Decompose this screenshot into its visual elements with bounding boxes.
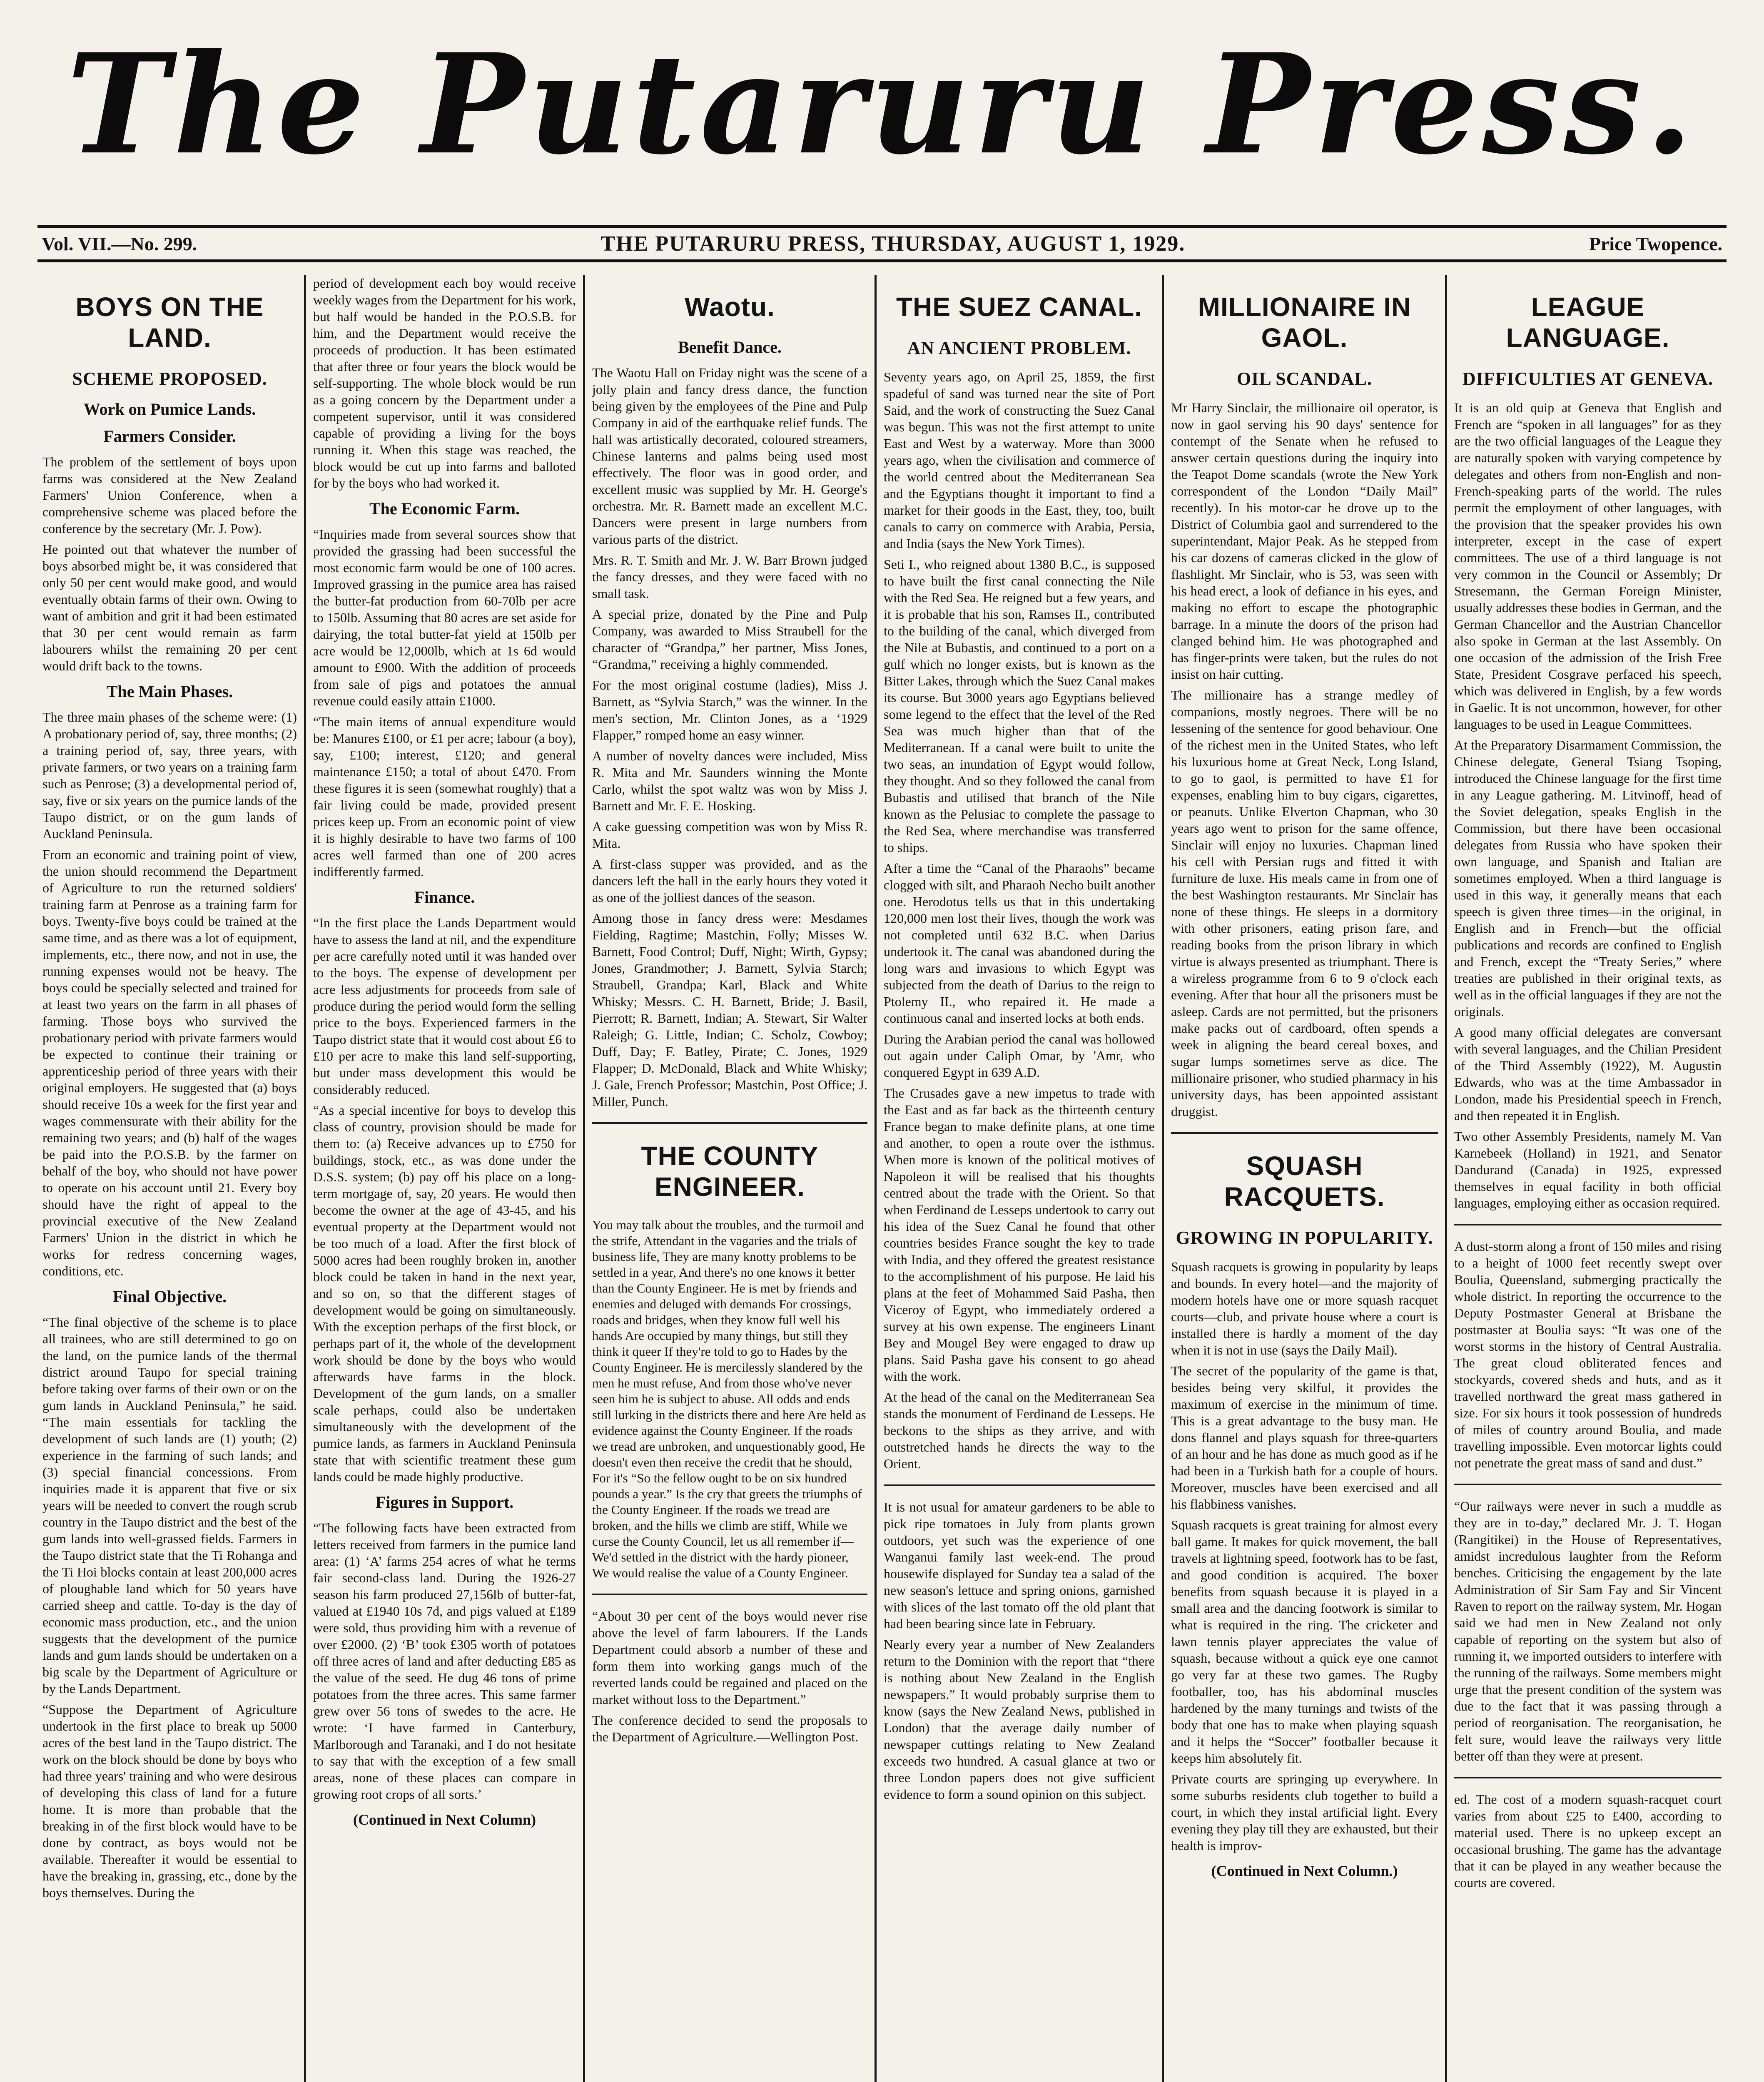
headline-suez-canal: THE SUEZ CANAL. xyxy=(896,292,1142,322)
paragraph: He pointed out that whatever the number of boys absorbed might be, it was considered that only 50 per cent would make good, and would eventually obtain farms of their own. Owing to want of ambition and grit it had been estimated that 30 per cent would remain as farm labourers whilst the remaining 20 per cent would drift back to the towns. xyxy=(42,542,297,673)
divider xyxy=(1454,1777,1722,1778)
paragraph: It is an old quip at Geneva that English and French are “spoken in all languages” for as they are the two official languages of the League they are naturally spoken with varying competence by delegates and others from non-English and non-French-speaking parts of the world. The rules permit the employment of other languages, with the provision that the speaker provides his own interpreter, except in the case of expert committees. The use of a third language is not very common in the Council or Assembly; Dr Stresemann, the German Foreign Minister, usually addresses these bodies in German, and the German Chancellor and the Austrian Chancellor also spoke in German at the last Assembly. On one occasion of the admission of the Irish Free State, President Cosgrave perfaced his speech, which was delivered in English, by a few words in Gaelic. It is not uncommon, however, for other languages to be used in League Committees. xyxy=(1454,400,1722,732)
paragraph: Nearly every year a number of New Zealanders return to the Dominion with the report that “there is nothing about New Zealand in the English newspapers.” It would probably surprise them to know (says the New Zealand News, published in London) that the average daily number of newspaper cuttings relating to New Zealand exceeds two hundred. A casual glance at two or three London papers does not give sufficient evidence to form a sound opinion on this subject. xyxy=(884,1637,1155,1802)
volume-number: Vol. VII.—No. 299. xyxy=(42,233,197,254)
headline-league-language: LEAGUE LANGUAGE. xyxy=(1506,292,1670,353)
section-heading: Figures in Support. xyxy=(375,1493,514,1512)
paragraph: A first-class supper was provided, and as the dancers left the hall in the early hours they voted it as one of the jolliest dances of the season. xyxy=(592,857,867,905)
paragraph: “Suppose the Department of Agriculture undertook in the first place to break up 5000 acres of the best land in the Taupo district. The work on the block should be done by boys who had three years' training and who were desirous of developing this class of land for a future home. It is more than probable that the breaking in of the first block would have to be done by contract, as boys would not be available. Thereafter it would be essential to have the breaking in, grassing, etc., done by the boys themselves. During the xyxy=(42,1702,297,1900)
subheading: SCHEME PROPOSED. xyxy=(72,369,267,389)
masthead-title: The Putaruru Press. xyxy=(67,23,1697,185)
paragraph: Two other Assembly Presidents, namely M. Van Karnebeek (Holland) in 1921, and Senator Dandurand (Canada) in 1925, expressed themselves in equal facility in both official languages, employing either as occasion required. xyxy=(1454,1129,1722,1210)
paragraph: “The final objective of the scheme is to place all trainees, who are still determined to go on the land, on the pumice lands of the thermal district around Taupo for special training before taking over farms of their own or on the gum lands in Auckland Peninsula,” he said. “The main essentials for tackling the development of such lands are (1) youth; (2) experience in the farming of such lands; and (3) special financial concessions. From inquiries made it is apparent that five or six years will be needed to convert the rough scrub country in the Taupo district and the best of the gum lands into well-grassed fields. Farmers in the Taupo district state that the Ti Rohanga and the Ti Hoi blocks contain at least 200,000 acres of ploughable land which for 50 years have carried sheep and cattle. To-day is the day of economic mass production, etc., and the union suggests that the development of the pumice lands and gum lands should be undertaken on a big scale by the Department of Agriculture or by the Lands Department. xyxy=(42,1315,297,1696)
column-rule xyxy=(583,275,585,2082)
subheading: OIL SCANDAL. xyxy=(1237,369,1372,389)
dateline xyxy=(37,225,1727,262)
headline-county-engineer: THE COUNTY ENGINEER. xyxy=(641,1141,819,1202)
paragraph: It is not usual for amateur gardeners to be able to pick ripe tomatoes in July from plants grown outdoors, yet such was the experience of one Wanganui family last week-end. The proud housewife displayed for Sunday tea a salad of the new season's lettuce and spring onions, garnished with slices of the last tomato off the old plant that had been bearing since late in February. xyxy=(884,1499,1155,1631)
paragraph: The conference decided to send the proposals to the Department of Agriculture.—Wellington Post. xyxy=(592,1713,867,1744)
paragraph: “Our railways were never in such a muddle as they are in to-day,” declared Mr. J. T. Hogan (Rangitikei) in the House of Representatives, amidst incredulous laughter from the Reform benches. Criticising the engagement by the late Administration of Sir Sam Fay and Sir Vincent Raven to report on the railway system, Mr. Hogan said we had men in New Zealand not only capable of reporting on the system but also of running it, we imported outsiders to interfere with the running of the railways. Some members might urge that the present condition of the system was due to the fact that it was passing through a period of reorganisation. The reorganisation, he felt sure, would leave the railways very little better off than they were at present. xyxy=(1454,1499,1722,1763)
paragraph: A special prize, donated by the Pine and Pulp Company, was awarded to Miss Straubell for the character of “Grandpa,” her partner, Miss Jones, “Grandma,” receiving a highly commended. xyxy=(592,607,867,672)
paragraph: Mrs. R. T. Smith and Mr. J. W. Barr Brown judged the fancy dresses, and they were faced with no small task. xyxy=(592,553,867,601)
paragraph: The millionaire has a strange medley of companions, mostly negroes. There will be no lessening of the sentence for good behaviour. One of the richest men in the United States, who left his luxurious home at Great Neck, Long Island, to go to gaol, is permitted to have £1 for expenses, enabling him to buy cigars, cigarettes, or peanuts. Unlike Elverton Chapman, who 30 years ago went to prison for the same offence, Sinclair will enjoy no luxuries. Chapman lined his cell with Persian rugs and fitted it with furniture de luxe. His meals came in from one of the best Washington restaurants. Mr Sinclair has none of these things. He sleeps in a dormitory with other prisoners, eating prison fare, and reading books from the prison library in which virtue is always presented as triumphant. There is a wireless programme from 6 to 9 o'clock each evening. After that hour all the prisoners must be asleep. Cards are not permitted, but the prisoners make packs out of cardboard, often spends a week in aligning the beard cereal boxes, and sugar lumps sometimes serve as dice. The millionaire prisoner, who studied pharmacy in his university days, has been appointed assistant druggist. xyxy=(1171,687,1438,1119)
poem: You may talk about the troubles, and the turmoil and the strife, Attendant in the vagaries and the trials of business life, They are many knotty problems to be settled in a year, And there's no one knows it better than the County Engineer. He is met by friends and enemies and deluged with demands For crossings, roads and bridges, when they know full well his hands Are occupied by many things, but still they think it queer If they're told to go to Hades by the County Engineer. He is mercilessly slandered by the men he must refuse, And from those who've never seen him he is subject to abuse. All odds and ends still lurking in the districts there and here Are held as evidence against the County Engineer. If the roads we tread are unbroken, and unquestionably good, He doesn't even then receive the credit that he should, For it's “So the fellow ought to be on six hundred pounds a year.” Is the cry that greets the triumphs of the County Engineer. If the roads we tread are broken, and the hills we climb are stiff, While we curse the County Council, let us all remember if— We'd settled in the district with the hardy pioneer, We would realise the value of a County Engineer. xyxy=(592,1218,866,1580)
headline-squash-racquets: SQUASH RACQUETS. xyxy=(1224,1151,1385,1212)
paragraph: The three main phases of the scheme were: (1) A probationary period of, say, three months; (2) a training period of, say, three years, with private farmers, or two years on a training farm such as Penrose; (3) a developmental period of, say, five or six years on the pumice lands of the Taupo district, or on the gum lands of Auckland Peninsula. xyxy=(42,710,297,841)
divider xyxy=(592,1122,867,1124)
paragraph: Among those in fancy dress were: Mesdames Fielding, Ragtime; Mastchin, Folly; Misses W. Barnett, Food Control; Duff, Night; Wirth, Gypsy; Jones, Grandmother; J. Barnett, Sylvia Starch; Straubell, Grandpa; Karl, Black and White Whisky; Messrs. C. H. Barnett, Bride; J. Basil, Pierrott; R. Barnett, Indian; A. Stewart, Sir Walter Raleigh; G. Little, Indian; C. Scholz, Cowboy; Duff, Day; F. Batley, Pirate; C. Jones, 1929 Flapper; D. McDonald, Black and White Whisky; J. Gale, French Professor; Mastchin, Post Office; J. Miller, Punch. xyxy=(592,911,867,1109)
subheading: DIFFICULTIES AT GENEVA. xyxy=(1462,369,1714,389)
paragraph: The problem of the settlement of boys upon farms was considered at the New Zealand Farmers' Union Conference, when a comprehensive scheme was placed before the conference by the secretary (Mr. J. Pow). xyxy=(42,454,297,536)
column-4 xyxy=(879,275,1160,2082)
headline-waotu: Waotu. xyxy=(685,292,775,322)
section-heading: Final Objective. xyxy=(112,1287,227,1306)
paragraph: Seventy years ago, on April 25, 1859, the first spadeful of sand was turned near the site of Port Said, and the work of constructing the Suez Canal was begun. This was not the first attempt to unite East and West by a waterway. More than 3000 years ago, when the civilisation and commerce of the world centred about the Mediterranean Sea and the Egyptians thought it important to find a market for their goods in the East, they, too, built canals to carry on commerce with Arabia, Persia, and India (says the New York Times). xyxy=(884,369,1155,551)
paragraph: Seti I., who reigned about 1380 B.C., is supposed to have built the first canal connecting the Nile with the Red Sea. He reigned but a few years, and it is probable that his son, Ramses II., contributed to the building of the canal, which diverged from the Nile at Bubastis, and continued to a port on a gulf which no longer exists, but is known as the Bitter Lakes, through which the Suez Canal makes its course. But 3000 years ago Egyptians believed some legend to the effect that the level of the Red Sea was much higher than that of the Mediterranean. If a canal were built to unite the two seas, an inundation of Egypt would follow, they thought. And so they followed the canal from Bubastis and utilised that branch of the Nile known as the Pelusiac to complete the passage to the Red Sea, where merchandise was transferred to ships. xyxy=(884,557,1155,855)
paragraph: Squash racquets is great training for almost every ball game. It makes for quick movement, the ball travels at lightning speed, footwork has to be fast, and good condition is acquired. The boxer benefits from squash because it is played in a small area and the dancing footwork is similar to what is required in the ring. The cricketer and lawn tennis player appreciates the value of squash, because without a quick eye one cannot go very far at these two games. The Rugby footballer, too, has his abdominal muscles hardened by the many turnings and twists of the body that one has to make when playing squash and it helps the “Soccer” footballer because it keeps him absolutely fit. xyxy=(1171,1517,1438,1766)
subheading: Farmers Consider. xyxy=(103,427,236,446)
divider xyxy=(1454,1224,1722,1225)
column-rule xyxy=(875,275,877,2082)
paragraph: The secret of the popularity of the game is that, besides being very skilful, it provides the maximum of exercise in the minimum of time. This is a great advantage to the busy man. He dons flannel and plays squash for three-quarters of an hour and he has done as much good as if he had been in a Turkish bath for a couple of hours. Moreover, muscles have been exercised and all his flabbiness vanishes. xyxy=(1171,1363,1438,1512)
divider xyxy=(884,1484,1155,1486)
paragraph: During the Arabian period the canal was hollowed out again under Caliph Omar, by 'Amr, who conquered Egypt in 639 A.D. xyxy=(884,1031,1155,1080)
paragraph: “The main items of annual expenditure would be: Manures £100, or £1 per acre; labour (a boy), say, £100; interest, £120; and general maintenance £150; a total of about £470. From these figures it is seen (somewhat roughly) that a fair living could be made, provided present prices keep up. From an economic point of view it is highly desirable to have two farms of 100 acres well farmed than one of 200 acres indifferently farmed. xyxy=(313,714,576,879)
paragraph: At the Preparatory Disarmament Commission, the Chinese delegate, General Tsiang Tsoping, introduced the Chinese language for the first time in any League gathering. M. Litvinoff, head of the Soviet delegation, speaks English in the Commission, but there have been occasional delegates from Russia who have spoken their own language, and Spanish and Italian are sometimes employed. When a third language is used in this way, it generally means that each speech is given three times—in the original, in English and in French—but the official publications and records are confined to English and French, except the “Treaty Series,” where treaties are published in their original texts, as well as in the official languages if they are not the originals. xyxy=(1454,737,1722,1019)
column-2 xyxy=(308,275,581,2082)
column-rule xyxy=(1162,275,1164,2082)
column-6 xyxy=(1449,275,1727,2082)
paragraph: ed. The cost of a modern squash-racquet court varies from about £25 to £400, according to material used. There is no upkeep except an occasional brushing. The game has the advantage that it can be played in any weather because the courts are covered. xyxy=(1454,1792,1722,1890)
price: Price Twopence. xyxy=(1589,233,1722,254)
masthead xyxy=(37,17,1727,192)
paragraph: At the head of the canal on the Mediterranean Sea stands the monument of Ferdinand de Lesseps. He beckons to the ships as they arrive, and with outstretched hands he directs the way to the Orient. xyxy=(884,1390,1155,1471)
section-heading: Finance. xyxy=(414,888,475,907)
paragraph: Mr Harry Sinclair, the millionaire oil operator, is now in gaol serving his 90 days' sentence for contempt of the Senate when he refused to answer certain questions during the inquiry into the Teapot Dome scandals (wrote the New York correspondent of the London “Daily Mail” recently). In his motor-car he drove up to the District of Columbia gaol and surrendered to the superintendant, Major Peak. As he stepped from his car dozens of cameras clicked in the glow of flashlight. Mr Sinclair, who is 53, was seen with his head erect, a look of defiance in his eyes, and making no effort to escape the photographic barrage. In a minute the doors of the prison had clanged behind him. He was photographed and has finger-prints were taken, but the rules do not insist on hair cutting. xyxy=(1171,400,1438,682)
paragraph: “In the first place the Lands Department would have to assess the land at nil, and the expenditure per acre carefully noted until it was handed over to the boys. The expense of development per acre less adjustments for proceeds from sale of produce during the period would form the selling price to the boys. Experienced farmers in the Taupo district state that it would cost about £6 to £10 per acre to make this land self-supporting, but under mass development this would be considerably reduced. xyxy=(313,915,576,1097)
paragraph: For the most original costume (ladies), Miss J. Barnett, as “Sylvia Starch,” was the winner. In the men's section, Mr. Clinton Jones, as a ‘1929 Flapper,” romped home an easy winner. xyxy=(592,677,867,742)
paragraph: period of development each boy would receive weekly wages from the Department for his work, but half would be handed in the P.O.S.B. for him, and the Department would receive the proceeds of production. It has been estimated that after three or four years the block would be self-supporting. The whole block would be run as a going concern by the Department under a competent supervisor, until it was considered capable of providing a living for the boys running it. When this stage was reached, the block would be cut up into farms and balloted for by the boys who had worked it. xyxy=(313,276,576,491)
divider xyxy=(1454,1484,1722,1485)
divider xyxy=(1171,1132,1438,1134)
dateline-title: THE PUTARURU PRESS, THURSDAY, AUGUST 1, 1929. xyxy=(600,232,1186,256)
paragraph: After a time the “Canal of the Pharaohs” became clogged with silt, and Pharaoh Necho built another one. Herodotus tells us that in this undertaking 120,000 men lost their lives, though the work was not completed until 632 B.C. when Darius undertook it. The canal was abandoned during the long wars and invasions to which Egypt was subjected from the death of Darius to the reign to Ptolemy II., who repaired it. He made a continuous canal and inserted locks at both ends. xyxy=(884,861,1155,1026)
paragraph: The Waotu Hall on Friday night was the scene of a jolly plain and fancy dress dance, the function being given by the employees of the Pine and Pulp Company in aid of the earthquake relief funds. The hall was artistically decorated, coloured streamers, Chinese lanterns and palms being used most effectively. The floor was in good order, and excellent music was supplied by Mr. H. George's orchestra. Mr. R. Barnett made an excellent M.C. Dancers were present in large numbers from various parts of the district. xyxy=(592,365,867,547)
column-rule xyxy=(1445,275,1447,2082)
paragraph: “About 30 per cent of the boys would never rise above the level of farm labourers. If the Lands Department could absorb a number of these and form them into working gangs much of the reverted lands could be regained and placed on the market without loss to the Department.” xyxy=(592,1609,867,1707)
paragraph: From an economic and training point of view, the union should recommend the Department of Agriculture to run the returned soldiers' training farm at Penrose as a training farm for boys. Twenty-five boys could be trained at the same time, and as there was a lot of equipment, implements, etc., there now, and not in use, the running expenses would not be heavy. The boys could be specially selected and trained for at least two years on the farm in all phases of farming. Those boys who survived the probationary period with private farmers would be expected to continue their training or apprenticeship period of three years with their original employers. He suggested that (a) boys should receive 10s a week for the first year and wages commensurate with their ability for the remaining two years; and (b) half of the wages be paid into the P.O.S.B. by the farmer on behalf of the boy, who should not have power to operate on his account until 21. Every boy should have the right of appeal to the provincial executive of the New Zealand Farmers' Union in the district in which he works for redress concerning wages, conditions, etc. xyxy=(42,847,297,1278)
column-5 xyxy=(1166,275,1443,2082)
section-heading: The Economic Farm. xyxy=(369,499,520,518)
continued-note: (Continued in Next Column.) xyxy=(1211,1863,1398,1879)
paragraph: The Crusades gave a new impetus to trade with the East and as far back as the thirteenth century France began to make definite plans, at one time and another, to open a route over the isthmus. When more is known of the political motives of Napoleon it will be realised that his thoughts centred about the trade with the Orient. So that when Ferdinand de Lesseps undertook to carry out his idea of the Suez Canal he found that other countries besides France sought the key to trade with India, and they offered the greatest resistance to the accomplishment of his purpose. He laid his plans at the feet of Mohammed Said Pasha, then Viceroy of Egypt, who immediately ordered a survey at his own expense. The engineers Linant Bey and Mougel Bey were engaged to draw up plans. Said Pasha gave his consent to go ahead with the work. xyxy=(884,1086,1155,1384)
column-rule xyxy=(304,275,306,2082)
paragraph: A dust-storm along a front of 150 miles and rising to a height of 1000 feet recently swept over Boulia, Queensland, submerging practically the whole district. In reporting the occurrence to the Deputy Postmaster General at Brisbane the postmaster at Boulia says: “It was one of the worst storms in the history of Central Australia. The great cloud obliterated fences and stockyards, covered sheds and huts, and as it travelled northward the great mass gathered in size. For six hours it took possession of hundreds of miles of country around Boulia, and made travelling impossible. Even motorcar lights could not penetrate the great mass of sand and dust.” xyxy=(1454,1239,1722,1470)
subheading: AN ANCIENT PROBLEM. xyxy=(907,338,1131,358)
column-3 xyxy=(587,275,872,2082)
subheading: Work on Pumice Lands. xyxy=(83,400,256,418)
column-1 xyxy=(37,275,302,2082)
subheading: GROWING IN POPULARITY. xyxy=(1176,1228,1433,1248)
subheading: Benefit Dance. xyxy=(678,338,782,356)
paragraph: A cake guessing competition was won by Miss R. Mita. xyxy=(592,819,867,851)
section-heading: The Main Phases. xyxy=(106,682,233,701)
headline-boys-on-the-land: BOYS ON THE LAND. xyxy=(75,292,264,353)
paragraph: “Inquiries made from several sources show that provided the grassing had been successful the most economic farm would be one of 100 acres. Improved grassing in the pumice area has raised the butter-fat production from 60-70lb per acre to 150lb. Assuming that 80 acres are set aside for dairying, the total butter-fat yield at 150lb per acre would be 12,000lb, which at 1s 6d would amount to £900. With the addition of proceeds from sale of pigs and potatoes the annual revenue could easily attain £1000. xyxy=(313,527,576,708)
paragraph: A number of novelty dances were included, Miss R. Mita and Mr. Saunders winning the Monte Carlo, whilst the spot waltz was won by Miss J. Barnett and Mr. F. E. Hosking. xyxy=(592,748,867,813)
paragraph: Private courts are springing up everywhere. In some suburbs residents club together to build a court, in which they instal artificial light. Every evening they play till they are exhausted, but their health is improv- xyxy=(1171,1771,1438,1853)
continued-note: (Continued in Next Column) xyxy=(353,1811,536,1828)
paragraph: “As a special incentive for boys to develop this class of country, provision should be made for them to: (a) Receive advances up to £750 for buildings, stock, etc., as was done under the D.S.S. system; (b) pay off his place on a long-term mortgage of, say, 20 years. He would then become the owner at the age of 43-45, and his eventual property at the Department would not be too much of a load. After the first block of 5000 acres had been roughly broken in, another block could be taken in hand in the next year, and so on, so that the different stages of development would be going on simultaneously. With the exception perhaps of the first block, or perhaps part of it, the whole of the development work should be done by the boys who would afterwards have farms in the block. Development of the gum lands, on a smaller scale perhaps, could also be undertaken simultaneously with the development of the pumice lands, as farmers in Auckland Peninsula state that with scientific treatment these gum lands could be made highly productive. xyxy=(313,1103,576,1484)
headline-millionaire-in-gaol: MILLIONAIRE IN GAOL. xyxy=(1198,292,1411,353)
divider xyxy=(592,1594,867,1595)
paragraph: A good many official delegates are conversant with several languages, and the Chilian President of the Third Assembly (1922), M. Augustin Edwards, who was at the time Ambassador in London, made his Presidential speech in French, and then repeated it in English. xyxy=(1454,1025,1722,1123)
paragraph: “The following facts have been extracted from letters received from farmers in the pumice land area: (1) ‘A’ farms 254 acres of what he terms fair second-class land. During the 1926-27 season his farm produced 27,156lb of butter-fat, valued at £1940 10s 7d, and pigs valued at £189 were sold, thus providing him with a revenue of over £2000. (2) ‘B’ took £305 worth of potatoes off three acres of land and after deducting £85 as the value of the seed. He dug 46 tons of prime potatoes from the three acres. This same farmer grew over 56 tons of swedes to the acre. He wrote: ‘I have farmed in Canterbury, Marlborough and Taranaki, and I do not hesitate to say that with the exception of a few small areas, none of these places can compare in growing root crops of all sorts.’ xyxy=(313,1520,576,1802)
paragraph: Squash racquets is growing in popularity by leaps and bounds. In every hotel—and the majority of modern hotels have one or more squash racquet courts—club, and private house where a court is installed there is hardly a moment of the day when it is not in use (says the Daily Mail). xyxy=(1171,1259,1438,1357)
